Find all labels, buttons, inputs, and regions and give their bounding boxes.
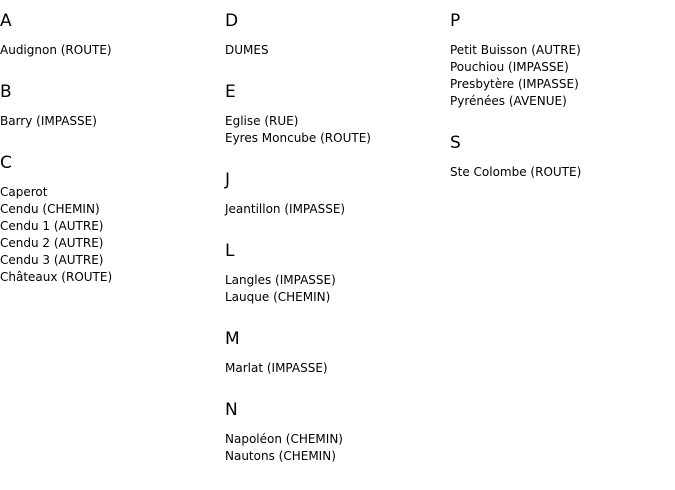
letter-group-p <box>450 11 675 110</box>
street-list <box>450 164 675 181</box>
street-link[interactable]: Châteaux (ROUTE) <box>0 270 113 284</box>
letter-group-n <box>225 400 450 465</box>
street-link[interactable]: Lauque (CHEMIN) <box>225 290 331 304</box>
street-link[interactable]: Marlat (IMPASSE) <box>225 361 328 375</box>
letter-heading: A <box>0 11 12 31</box>
letter-group-b <box>0 82 225 130</box>
letter-group-e <box>225 82 450 147</box>
letter-group-j <box>225 170 450 218</box>
street-list <box>225 431 450 465</box>
street-link[interactable]: Langles (IMPASSE) <box>225 273 336 287</box>
index-column <box>450 0 675 181</box>
street-link[interactable]: Cendu 1 (AUTRE) <box>0 219 104 233</box>
letter-heading: D <box>225 11 239 31</box>
street-link[interactable]: Nautons (CHEMIN) <box>225 449 336 463</box>
street-list <box>225 272 450 306</box>
street-list <box>225 42 450 59</box>
letter-heading: E <box>225 82 236 102</box>
letter-group-d <box>225 11 450 59</box>
street-list <box>225 360 450 377</box>
index-column <box>225 0 450 465</box>
street-link[interactable]: Cendu 2 (AUTRE) <box>0 236 104 250</box>
street-link[interactable]: Napoléon (CHEMIN) <box>225 432 343 446</box>
street-list <box>0 42 225 59</box>
index-column <box>0 0 225 286</box>
letter-heading: M <box>225 329 240 349</box>
street-link[interactable]: Presbytère (IMPASSE) <box>450 77 579 91</box>
street-link[interactable]: Pouchiou (IMPASSE) <box>450 60 569 74</box>
letter-group-c <box>0 153 225 286</box>
letter-heading: C <box>0 153 12 173</box>
street-list <box>225 113 450 147</box>
letter-heading: P <box>450 11 461 31</box>
letter-heading: N <box>225 400 238 420</box>
street-link[interactable]: Eyres Moncube (ROUTE) <box>225 131 371 145</box>
letter-group-s <box>450 133 675 181</box>
letter-heading: S <box>450 133 461 153</box>
street-link[interactable]: Caperot <box>0 185 48 199</box>
street-link[interactable]: Audignon (ROUTE) <box>0 43 112 57</box>
street-link[interactable]: Petit Buisson (AUTRE) <box>450 43 581 57</box>
letter-group-m <box>225 329 450 377</box>
street-link[interactable]: Barry (IMPASSE) <box>0 114 97 128</box>
street-list <box>225 201 450 218</box>
street-list <box>450 42 675 110</box>
street-link[interactable]: Eglise (RUE) <box>225 114 299 128</box>
street-link[interactable]: Pyrénées (AVENUE) <box>450 94 567 108</box>
street-link[interactable]: DUMES <box>225 43 269 57</box>
letter-group-l <box>225 241 450 306</box>
street-link[interactable]: Ste Colombe (ROUTE) <box>450 165 582 179</box>
street-list <box>0 113 225 130</box>
letter-heading: L <box>225 241 235 261</box>
letter-heading: J <box>225 170 231 190</box>
letter-group-a <box>0 11 225 59</box>
street-list <box>0 184 225 286</box>
street-link[interactable]: Cendu 3 (AUTRE) <box>0 253 104 267</box>
letter-heading: B <box>0 82 12 102</box>
street-link[interactable]: Jeantillon (IMPASSE) <box>225 202 346 216</box>
street-link[interactable]: Cendu (CHEMIN) <box>0 202 100 216</box>
